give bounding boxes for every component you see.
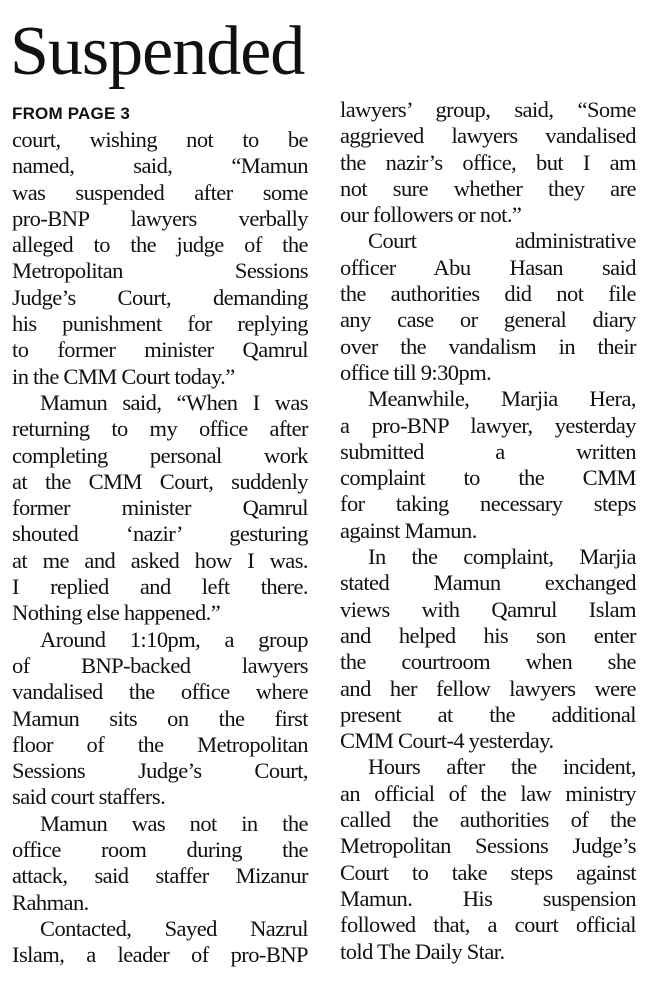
text-line: said court staffers. xyxy=(12,784,166,810)
text-line: Mamun. His suspension xyxy=(340,885,636,911)
text-line: former minister Qamrul xyxy=(12,495,308,521)
text-line: attack, said staffer Mizanur xyxy=(12,863,308,889)
text-line: the nazir’s office, but I am xyxy=(340,149,636,175)
text-line: Court to take steps against xyxy=(340,859,636,885)
text-line: over the vandalism in their xyxy=(340,333,636,359)
paragraph xyxy=(12,127,308,390)
paragraph xyxy=(340,386,636,544)
text-line: our followers or not.” xyxy=(340,202,522,228)
text-line: Sessions Judge’s Court, xyxy=(12,758,308,784)
text-line: the authorities did not file xyxy=(340,281,636,307)
text-line: to former minister Qamrul xyxy=(12,337,308,363)
text-line: Nothing else happened.” xyxy=(12,600,221,626)
text-line: not sure whether they are xyxy=(340,175,636,201)
text-line: at the CMM Court, suddenly xyxy=(12,468,308,494)
text-line: CMM Court-4 yesterday. xyxy=(340,728,554,754)
text-line: at me and asked how I was. xyxy=(12,547,308,573)
text-line: followed that, a court official xyxy=(340,912,636,938)
article-column-left xyxy=(12,101,308,969)
text-line: was suspended after some xyxy=(12,179,308,205)
text-line: completing personal work xyxy=(12,442,308,468)
text-line: Metropolitan Sessions Judge’s xyxy=(340,833,636,859)
text-line: aggrieved lawyers vandalised xyxy=(340,123,636,149)
paragraph xyxy=(12,627,308,811)
text-line: the courtroom when she xyxy=(340,649,636,675)
text-line: present at the additional xyxy=(340,701,636,727)
text-line: and helped his son enter xyxy=(340,622,636,648)
paragraph xyxy=(12,390,308,627)
text-line: Around 1:10pm, a group xyxy=(40,626,308,652)
text-line: Rahman. xyxy=(12,889,89,915)
text-line: Meanwhile, Marjia Hera, xyxy=(368,386,636,412)
text-line: Mamun sits on the first xyxy=(12,705,308,731)
text-line: In the complaint, Marjia xyxy=(368,544,636,570)
text-line: told The Daily Star. xyxy=(340,938,505,964)
text-line: office room during the xyxy=(12,837,308,863)
paragraph xyxy=(12,916,308,969)
text-line: his punishment for replying xyxy=(12,311,308,337)
article-column-right xyxy=(340,97,636,965)
paragraph xyxy=(340,754,636,964)
text-line: Islam, a leader of pro-BNP xyxy=(12,942,308,968)
paragraph xyxy=(12,811,308,916)
text-line: complaint to the CMM xyxy=(340,465,636,491)
jump-label: FROM PAGE 3 xyxy=(12,104,131,123)
text-line: called the authorities of the xyxy=(340,807,636,833)
text-line: and her fellow lawyers were xyxy=(340,675,636,701)
text-line: in the CMM Court today.” xyxy=(12,363,235,389)
paragraph xyxy=(340,228,636,386)
text-line: returning to my office after xyxy=(12,416,308,442)
text-line: vandalised the office where xyxy=(12,679,308,705)
paragraph xyxy=(340,544,636,754)
text-line: Mamun was not in the xyxy=(40,810,308,836)
text-line: Court administrative xyxy=(368,228,636,254)
text-line: floor of the Metropolitan xyxy=(12,731,308,757)
text-line: for taking necessary steps xyxy=(340,491,636,517)
text-line: Judge’s Court, demanding xyxy=(12,284,308,310)
text-line: any case or general diary xyxy=(340,307,636,333)
text-line: stated Mamun exchanged xyxy=(340,570,636,596)
text-line: officer Abu Hasan said xyxy=(340,254,636,280)
text-line: pro-BNP lawyers verbally xyxy=(12,205,308,231)
text-line: Hours after the incident, xyxy=(368,754,636,780)
text-line: of BNP-backed lawyers xyxy=(12,652,308,678)
text-line: court, wishing not to be xyxy=(12,127,308,152)
text-line: lawyers’ group, said, “Some xyxy=(340,97,636,122)
text-line: submitted a written xyxy=(340,438,636,464)
text-line: Mamun said, “When I was xyxy=(40,389,308,415)
text-line: office till 9:30pm. xyxy=(340,359,492,385)
text-line: I replied and left there. xyxy=(12,574,308,600)
text-line: Contacted, Sayed Nazrul xyxy=(40,915,308,941)
text-line: views with Qamrul Islam xyxy=(340,596,636,622)
text-line: shouted ‘nazir’ gesturing xyxy=(12,521,308,547)
text-line: a pro-BNP lawyer, yesterday xyxy=(340,412,636,438)
paragraph xyxy=(340,97,636,228)
text-line: named, said, “Mamun xyxy=(12,153,308,179)
headline: Suspended xyxy=(10,13,305,90)
text-line: an official of the law ministry xyxy=(340,780,636,806)
text-line: alleged to the judge of the xyxy=(12,232,308,258)
text-line: Metropolitan Sessions xyxy=(12,258,308,284)
text-line: against Mamun. xyxy=(340,517,477,543)
